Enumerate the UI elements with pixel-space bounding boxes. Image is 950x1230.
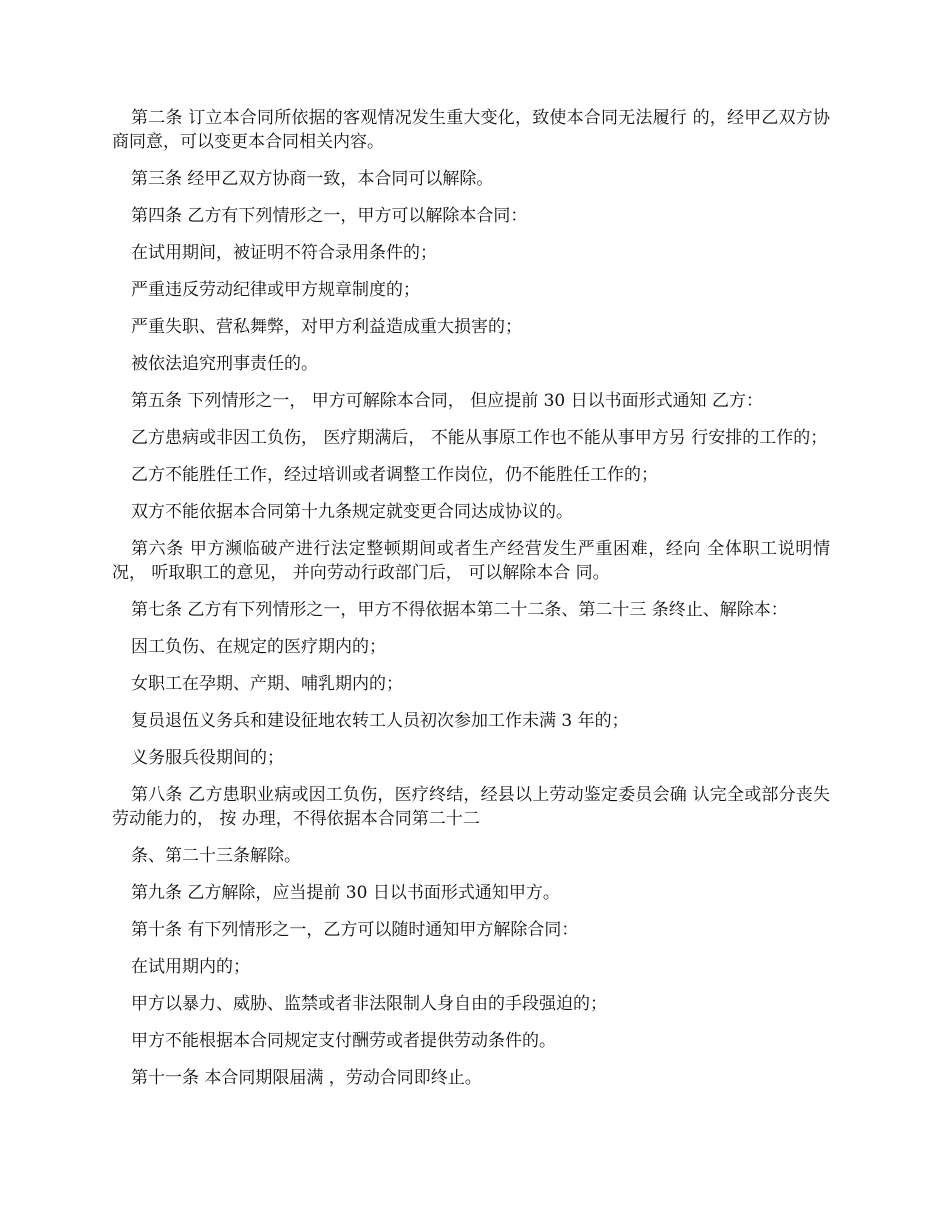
paragraph-article-8-continued: 条、第二十三条解除。 bbox=[131, 846, 301, 866]
list-item: 严重失职、营私舞弊，对甲方利益造成重大损害的； bbox=[131, 317, 522, 337]
list-item: 在试用期间，被证明不符合录用条件的； bbox=[131, 243, 437, 263]
document-body bbox=[112, 106, 830, 1103]
list-item: 因工负伤、在规定的医疗期内的； bbox=[131, 637, 386, 657]
paragraph-article-11: 第十一条 本合同期限届满 ，劳动合同即终止。 bbox=[131, 1068, 482, 1088]
paragraph-article-6: 第六条 甲方濒临破产进行法定整顿期间或者生产经营发生严重困难，经向 全体职工说明情况， 听取职工的意见， 并向劳动行政部门后， 可以解除本合 同。 bbox=[112, 539, 830, 583]
paragraph-article-5: 第五条 下列情形之一， 甲方可解除本合同， 但应提前 30 日以书面形式通知 乙方： bbox=[131, 391, 764, 411]
paragraph-article-2: 第二条 订立本合同所依据的客观情况发生重大变化，致使本合同无法履行 的，经甲乙双方协商同意，可以变更本合同相关内容。 bbox=[112, 108, 830, 152]
list-item: 乙方不能胜任工作，经过培训或者调整工作岗位，仍不能胜任工作的； bbox=[131, 465, 658, 485]
paragraph-article-3: 第三条 经甲乙双方协商一致，本合同可以解除。 bbox=[131, 169, 494, 189]
paragraph-article-4: 第四条 乙方有下列情形之一，甲方可以解除本合同： bbox=[131, 206, 528, 226]
list-item: 双方不能依据本合同第十九条规定就变更合同达成协议的。 bbox=[131, 502, 573, 522]
list-item: 女职工在孕期、产期、哺乳期内的； bbox=[131, 674, 403, 694]
list-item: 乙方患病或非因工负伤， 医疗期满后， 不能从事原工作也不能从事甲方另 行安排的工作的； bbox=[131, 428, 828, 448]
list-item: 在试用期内的； bbox=[131, 957, 250, 977]
paragraph-article-7: 第七条 乙方有下列情形之一，甲方不得依据本第二十二条、第二十三 条终止、解除本： bbox=[131, 600, 788, 620]
list-item: 甲方不能根据本合同规定支付酬劳或者提供劳动条件的。 bbox=[131, 1031, 556, 1051]
paragraph-article-10: 第十条 有下列情形之一，乙方可以随时通知甲方解除合同： bbox=[131, 920, 579, 940]
paragraph-article-8: 第八条 乙方患职业病或因工负伤，医疗终结，经县以上劳动鉴定委员会确 认完全或部分丧失劳动能力的， 按 办理，不得依据本合同第二十二 bbox=[112, 785, 830, 829]
list-item: 被依法追究刑事责任的。 bbox=[131, 354, 318, 374]
list-item: 复员退伍义务兵和建设征地农转工人员初次参加工作未满 3 年的； bbox=[131, 711, 629, 731]
list-item: 义务服兵役期间的； bbox=[131, 748, 284, 768]
list-item: 甲方以暴力、威胁、监禁或者非法限制人身自由的手段强迫的； bbox=[131, 994, 607, 1014]
paragraph-article-9: 第九条 乙方解除，应当提前 30 日以书面形式通知甲方。 bbox=[131, 883, 560, 903]
list-item: 严重违反劳动纪律或甲方规章制度的； bbox=[131, 280, 420, 300]
